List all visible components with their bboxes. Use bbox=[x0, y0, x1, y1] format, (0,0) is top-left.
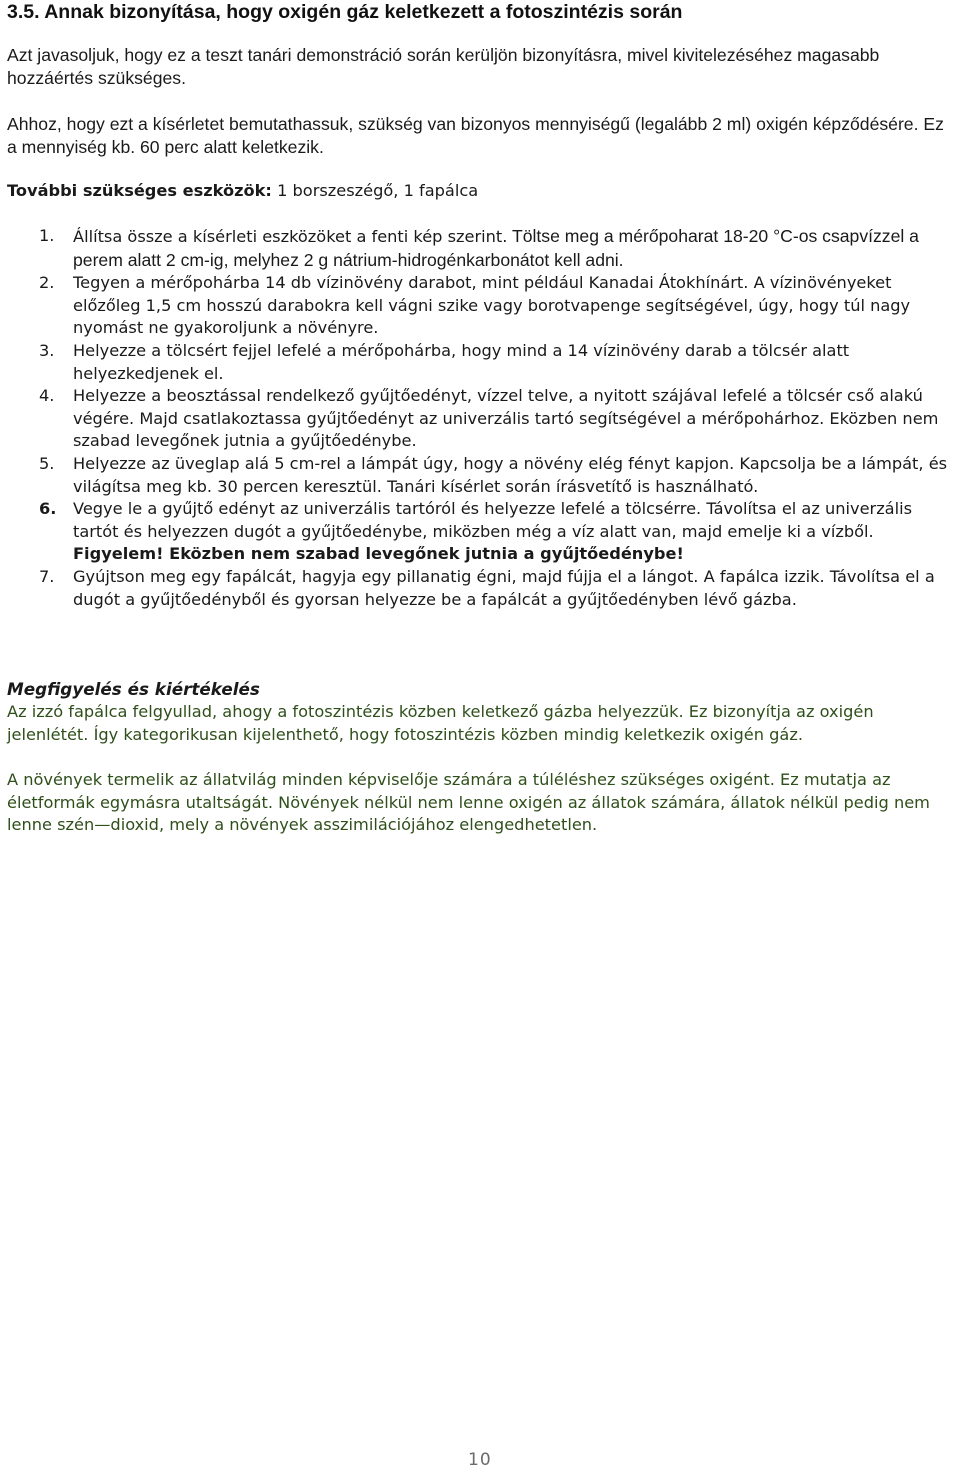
step-text bbox=[73, 567, 935, 609]
step-number: 4. bbox=[39, 386, 55, 406]
step-text bbox=[73, 386, 938, 450]
list-item bbox=[7, 385, 955, 453]
step-number: 1. bbox=[39, 226, 55, 245]
step-text-b: A vízinövényeket előzőleg 1,5 cm hosszú darabokra kell vágni szike vagy borotvapenge segítségével, úgy, hogy túl nagy nyomást ne gyakoroljunk a növényre. bbox=[73, 273, 911, 338]
observation-paragraph: Az izzó fapálca felgyullad, ahogy a fotoszintézis közben keletkező gázba helyezzük. Ez bizonyítja az oxigén jelenlétét. Így kategorikusan kijelenthető, hogy fotoszintézis közben mindig keletkezik oxigén gáz. bbox=[7, 702, 874, 744]
step-text-b: Töltse meg a mérőpoharat 18-20 °C-os csapvízzel a perem alatt 2 cm-ig, melyhez 2 g nátrium-hidrogénkarbonátot kell adni. bbox=[73, 226, 919, 270]
tools-label: További szükséges eszközök: bbox=[7, 181, 272, 200]
step-text bbox=[73, 227, 919, 270]
step-text-a: Helyezze az üveglap alá 5 cm-rel a lámpát úgy, hogy a növény elég fényt kapjon. bbox=[73, 453, 735, 473]
list-item bbox=[7, 453, 955, 498]
step-text bbox=[73, 273, 910, 337]
step-number: 7. bbox=[39, 566, 55, 586]
step-number: 5. bbox=[39, 453, 55, 473]
step-text-a: Tegyen a mérőpohárba 14 db vízinövény darabot, mint például Kanadai Átokhínárt. bbox=[73, 273, 749, 293]
step-text-a: Vegye le a gyűjtő edényt az univerzális tartóról és helyezze lefelé a tölcsérre. bbox=[73, 499, 702, 519]
warning-text: Figyelem! Eközben nem szabad levegőnek jutnia a gyűjtőedénybe! bbox=[73, 544, 684, 564]
list-item bbox=[7, 566, 955, 611]
step-number: 3. bbox=[39, 340, 55, 360]
intro-paragraph-2: Ahhoz, hogy ezt a kísérletet bemutathassuk, szükség van bizonyos mennyiségű (legalább 2 ml) oxigén képződésére. Ez a mennyiség kb. 60 perc alatt keletkezik. bbox=[7, 114, 944, 157]
step-text bbox=[73, 499, 912, 563]
list-item bbox=[7, 340, 955, 385]
observation-paragraph-2: A növények termelik az állatvilág minden képviselője számára a túléléshez szükséges oxigént. Ez mutatja az életformák egymásra utaltságát. Növények nélkül nem lenne oxigén az állatok számára, állatok nélkül pedig nem lenne szén—dioxid, mely a növények asszimilációjához elengedhetetlen. bbox=[7, 770, 930, 835]
intro-paragraph: Azt javasoljuk, hogy ez a teszt tanári demonstráció során kerüljön bizonyításra, mivel kivitelezéséhez magasabb hozzáértés szükséges. bbox=[7, 45, 880, 88]
page-number: 10 bbox=[468, 1450, 492, 1470]
step-text-a: Állítsa össze a kísérleti eszközöket a fenti kép szerint. bbox=[73, 227, 508, 246]
step-text-b: Távolítsa el az univerzális tartót és helyezzen dugót a gyűjtőedénybe, miközben még a víz alatt van, majd emelje ki a vízből. bbox=[73, 499, 913, 541]
step-text-a: Gyújtson meg egy fapálcát, hagyja egy pillanatig égni, majd fújja el a lángot. bbox=[73, 566, 699, 586]
steps-list bbox=[7, 225, 955, 611]
observation-title: Megfigyelés és kiértékelés bbox=[7, 679, 260, 699]
section-heading: 3.5. Annak bizonyítása, hogy oxigén gáz keletkezett a fotoszintézis során bbox=[7, 1, 683, 23]
step-number: 2. bbox=[39, 273, 55, 293]
list-item bbox=[7, 272, 955, 340]
step-text bbox=[73, 341, 849, 383]
tools-value: 1 borszeszégő, 1 fapálca bbox=[271, 181, 479, 200]
step-number: 6. bbox=[39, 499, 57, 519]
step-text-a: Helyezze a tölcsért fejjel lefelé a mérőpohárba, hogy mind a 14 vízinövény darab a tölcsér alatt helyezkedjenek el. bbox=[73, 340, 850, 383]
step-text bbox=[73, 454, 947, 496]
list-item bbox=[7, 225, 955, 272]
step-text-b: Kapcsolja be a lámpát, és világítsa meg kb. 30 percen keresztül. Tanári kísérlet során írásvetítő is használható. bbox=[73, 453, 948, 496]
tools-line bbox=[7, 180, 955, 203]
step-text-a: Helyezze a beosztással rendelkező gyűjtőedényt, vízzel telve, a nyitott szájával lefelé a tölcsér cső alakú végére. bbox=[73, 386, 923, 428]
list-item bbox=[7, 498, 955, 566]
step-text-b: A fapálca izzik. Távolítsa el a dugót a gyűjtőedényből és gyorsan helyezze be a fapálcát a gyűjtőedényben lévő gázba. bbox=[73, 566, 935, 609]
step-text-b: Majd csatlakoztassa gyűjtőedényt az univerzális tartó segítségével a mérőpohárhoz. Eközben nem szabad levegőnek jutnia a gyűjtőedénybe. bbox=[73, 408, 939, 451]
